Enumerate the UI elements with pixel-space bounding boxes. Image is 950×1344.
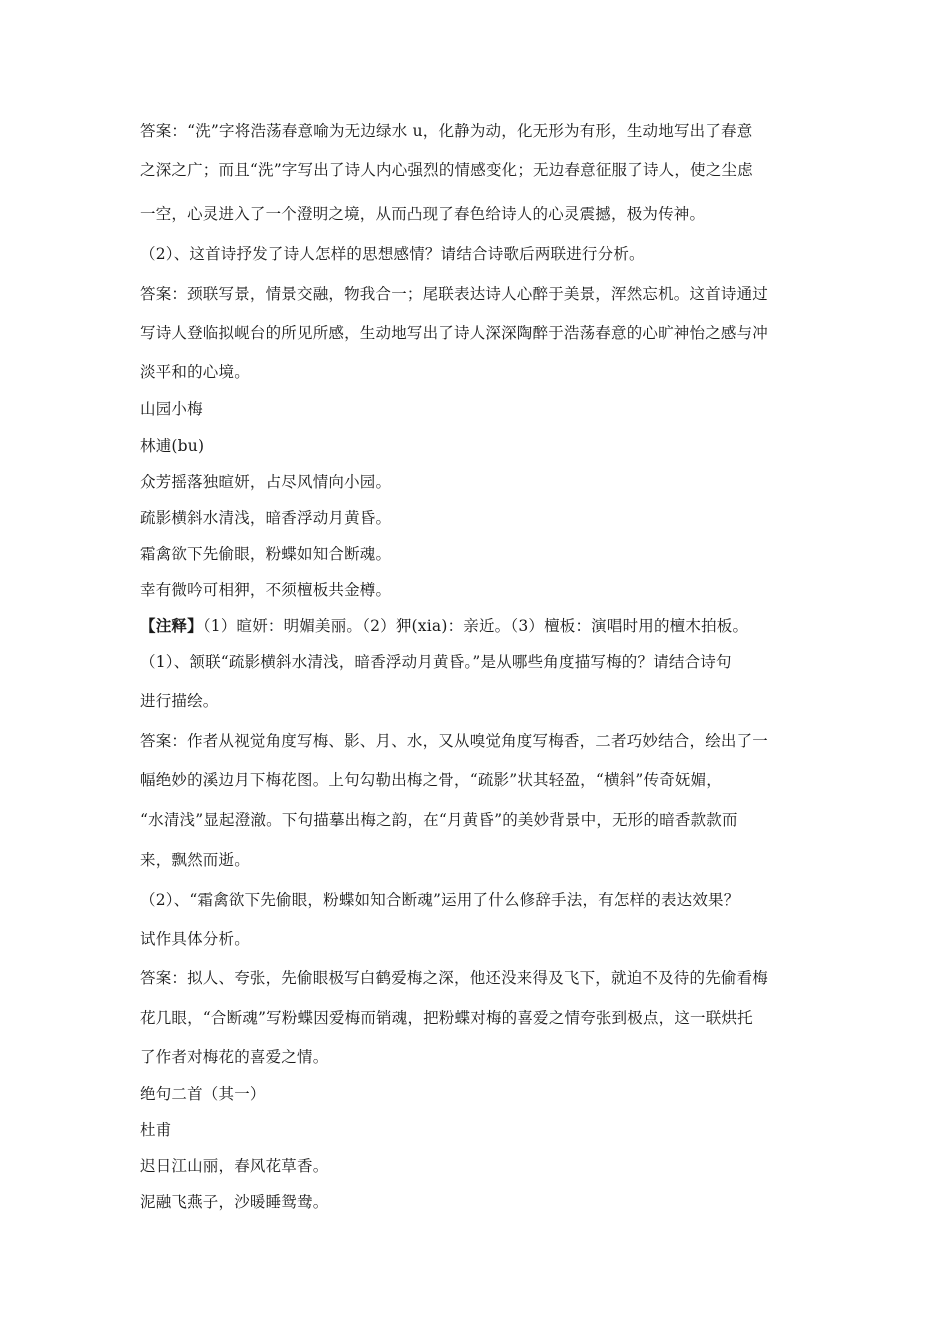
answer-line: 幅绝妙的溪边月下梅花图。上句勾勒出梅之骨，“疏影”状其轻盈，“横斜”传奇妩媚， <box>140 771 722 789</box>
answer-line: 淡平和的心境。 <box>140 363 250 381</box>
annotation-label: 【注释】 <box>140 616 203 635</box>
poem-title: 绝句二首（其一） <box>140 1085 266 1103</box>
question-line: （1）、颔联“疏影横斜水清浅，暗香浮动月黄昏。”是从哪些角度描写梅的？请结合诗句 <box>140 653 732 671</box>
answer-line: 之深之广；而且“洗”字写出了诗人内心强烈的情感变化；无边春意征服了诗人，使之尘虑 <box>140 161 753 179</box>
question-line: 试作具体分析。 <box>140 930 250 948</box>
annotation-line <box>140 615 820 637</box>
poem-line: 霜禽欲下先偷眼，粉蝶如知合断魂。 <box>140 545 392 563</box>
question-line: （2）、“霜禽欲下先偷眼，粉蝶如知合断魂”运用了什么修辞手法，有怎样的表达效果？ <box>140 891 740 909</box>
question-line: （2）、这首诗抒发了诗人怎样的思想感情？请结合诗歌后两联进行分析。 <box>140 245 645 263</box>
question-line: 进行描绘。 <box>140 692 219 710</box>
poem-line: 泥融飞燕子，沙暖睡鸳鸯。 <box>140 1193 329 1211</box>
poem-line: 幸有微吟可相狎，不须檀板共金樽。 <box>140 581 392 599</box>
answer-line: 答案：颈联写景，情景交融，物我合一；尾联表达诗人心醉于美景，浑然忘机。这首诗通过 <box>140 285 769 303</box>
answer-line: 答案：作者从视觉角度写梅、影、月、水，又从嗅觉角度写梅香，二者巧妙结合，绘出了一 <box>140 732 769 750</box>
answer-line: 了作者对梅花的喜爱之情。 <box>140 1048 329 1066</box>
answer-line: 答案：拟人、夸张，先偷眼极写白鹤爱梅之深，他还没来得及飞下，就迫不及待的先偷看梅 <box>140 969 769 987</box>
answer-line: 来，飘然而逝。 <box>140 851 250 869</box>
poem-title: 山园小梅 <box>140 400 203 418</box>
answer-line: 答案：“洗”字将浩荡春意喻为无边绿水 u，化静为动，化无形为有形，生动地写出了春意 <box>140 122 753 140</box>
answer-line: 一空，心灵进入了一个澄明之境，从而凸现了春色给诗人的心灵震撼，极为传神。 <box>140 205 706 223</box>
answer-line: 花几眼，“合断魂”写粉蝶因爱梅而销魂，把粉蝶对梅的喜爱之情夸张到极点，这一联烘托 <box>140 1009 753 1027</box>
poem-line: 众芳摇落独暄妍，占尽风情向小园。 <box>140 473 392 491</box>
poem-line: 迟日江山丽，春风花草香。 <box>140 1157 329 1175</box>
poem-author: 林逋(bu) <box>140 437 205 455</box>
answer-line: 写诗人登临拟岘台的所见所感，生动地写出了诗人深深陶醉于浩荡春意的心旷神怡之感与冲 <box>140 324 769 342</box>
answer-line: “水清浅”显起澄澈。下句描摹出梅之韵，在“月黄昏”的美妙背景中，无形的暗香款款而 <box>140 811 738 829</box>
annotation-text: （1）暄妍：明媚美丽。（2）狎(xia)：亲近。（3）檀板：演唱时用的檀木拍板。 <box>202 617 749 635</box>
poem-author: 杜甫 <box>140 1121 172 1139</box>
poem-line: 疏影横斜水清浅，暗香浮动月黄昏。 <box>140 509 392 527</box>
